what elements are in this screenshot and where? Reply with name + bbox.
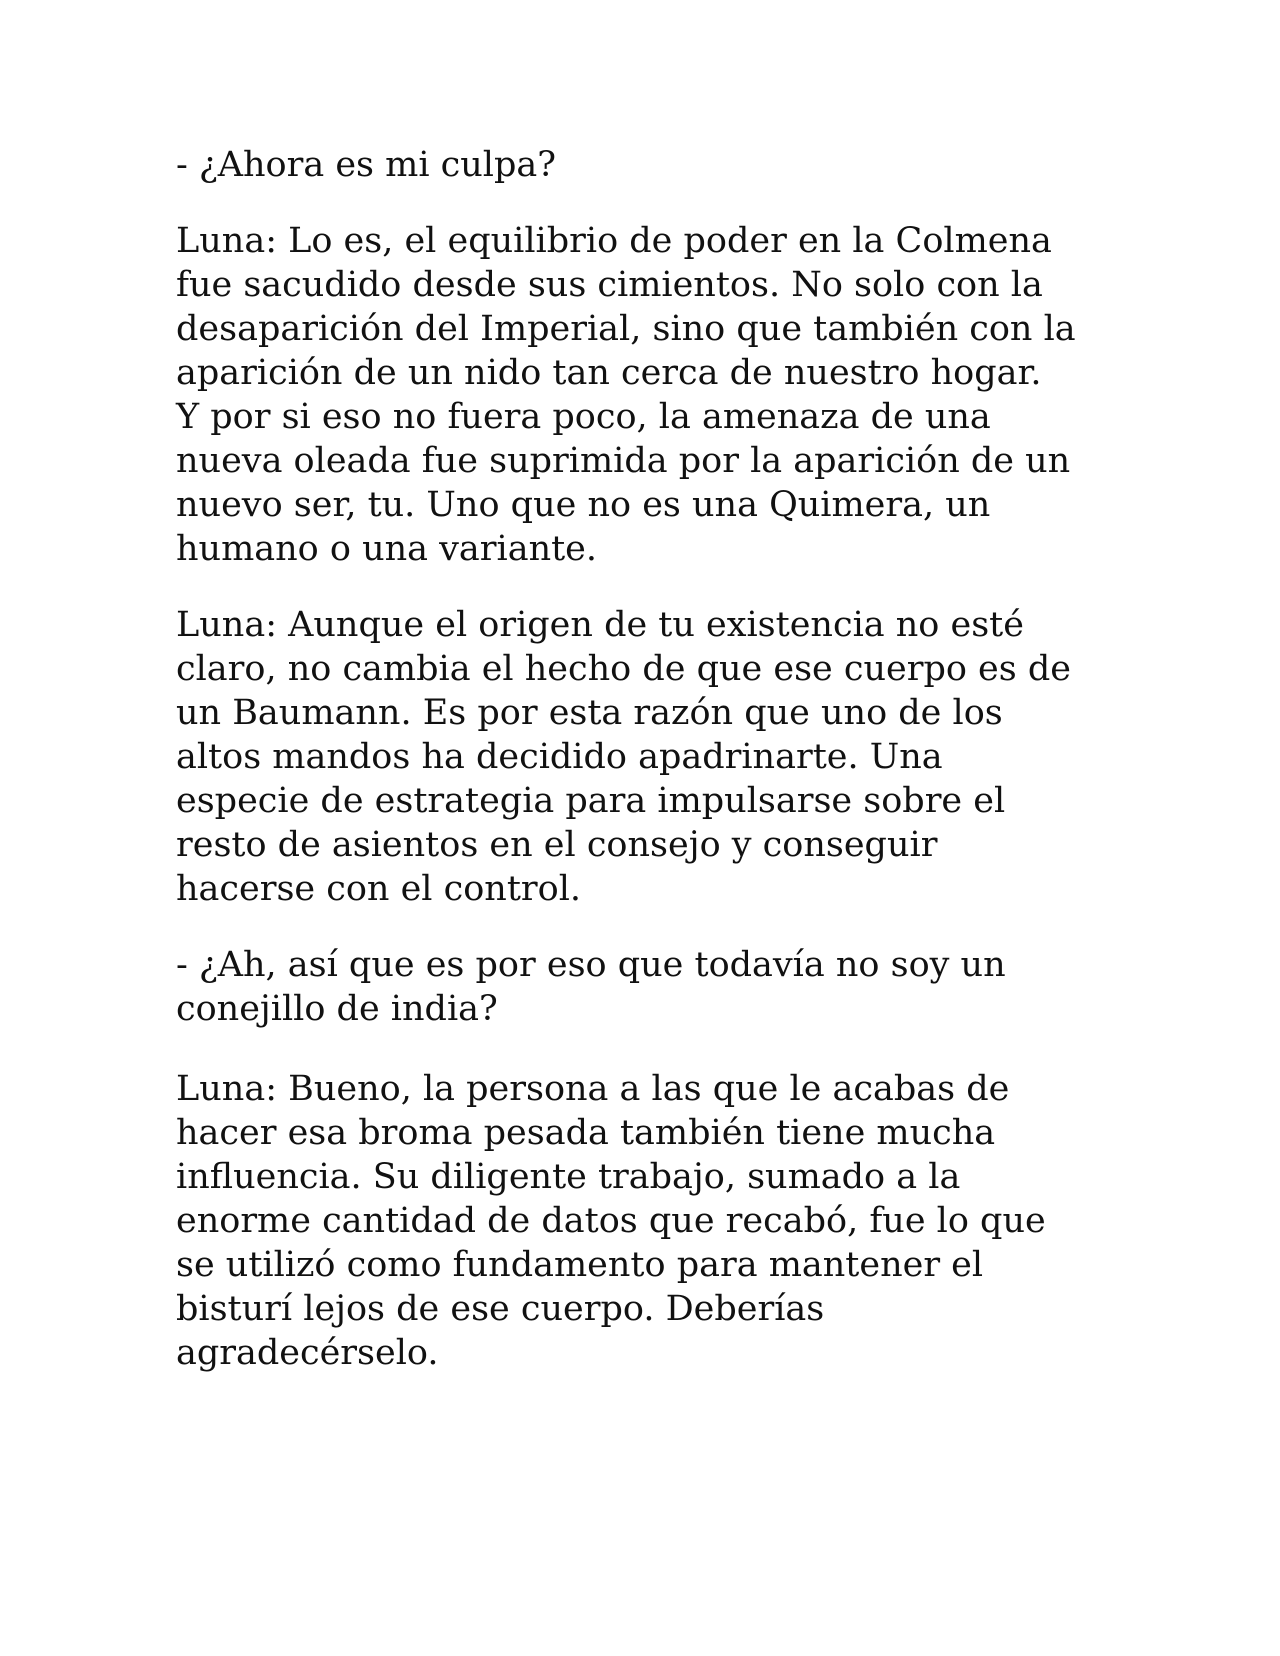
text-line: Luna: Lo es, el equilibrio de poder en la Colmena [176,221,1052,261]
text-line: resto de asientos en el consejo y conseguir [176,825,938,865]
text-line: altos mandos ha decidido apadrinarte. Una [176,737,943,777]
paragraph-4 [176,943,1136,1031]
paragraph-5 [176,1067,1136,1375]
text-line: hacer esa broma pesada también tiene mucha [176,1113,996,1153]
text-line: se utilizó como fundamento para mantener el [176,1245,984,1285]
text-line: claro, no cambia el hecho de que ese cuerpo es de [176,649,1071,689]
text-line: un Baumann. Es por esta razón que uno de los [176,693,1003,733]
text-line: Y por si eso no fuera poco, la amenaza de una [176,397,991,437]
text-line: bisturí lejos de ese cuerpo. Deberías [176,1289,825,1329]
text-line: influencia. Su diligente trabajo, sumado a la [176,1157,961,1197]
text-line: hacerse con el control. [176,869,582,909]
text-line: especie de estrategia para impulsarse sobre el [176,781,1006,821]
text-line: - ¿Ahora es mi culpa? [176,145,557,185]
text-line: Luna: Bueno, la persona a las que le acabas de [176,1069,1010,1109]
text-line: enorme cantidad de datos que recabó, fue lo que [176,1201,1046,1241]
paragraph-3 [176,603,1136,911]
text-line: nueva oleada fue suprimida por la aparición de un [176,441,1071,481]
text-line: conejillo de india? [176,989,498,1029]
text-line: fue sacudido desde sus cimientos. No solo con la [176,265,1043,305]
paragraph-1 [176,143,1136,187]
text-line: humano o una variante. [176,529,598,569]
paragraph-2 [176,219,1136,571]
text-line: nuevo ser, tu. Uno que no es una Quimera, un [176,485,991,525]
text-line: - ¿Ah, así que es por eso que todavía no soy un [176,945,1006,985]
text-line: aparición de un nido tan cerca de nuestro hogar. [176,353,1042,393]
text-line: Luna: Aunque el origen de tu existencia no esté [176,605,1024,645]
text-line: desaparición del Imperial, sino que también con la [176,309,1076,349]
text-line: agradecérselo. [176,1333,439,1373]
